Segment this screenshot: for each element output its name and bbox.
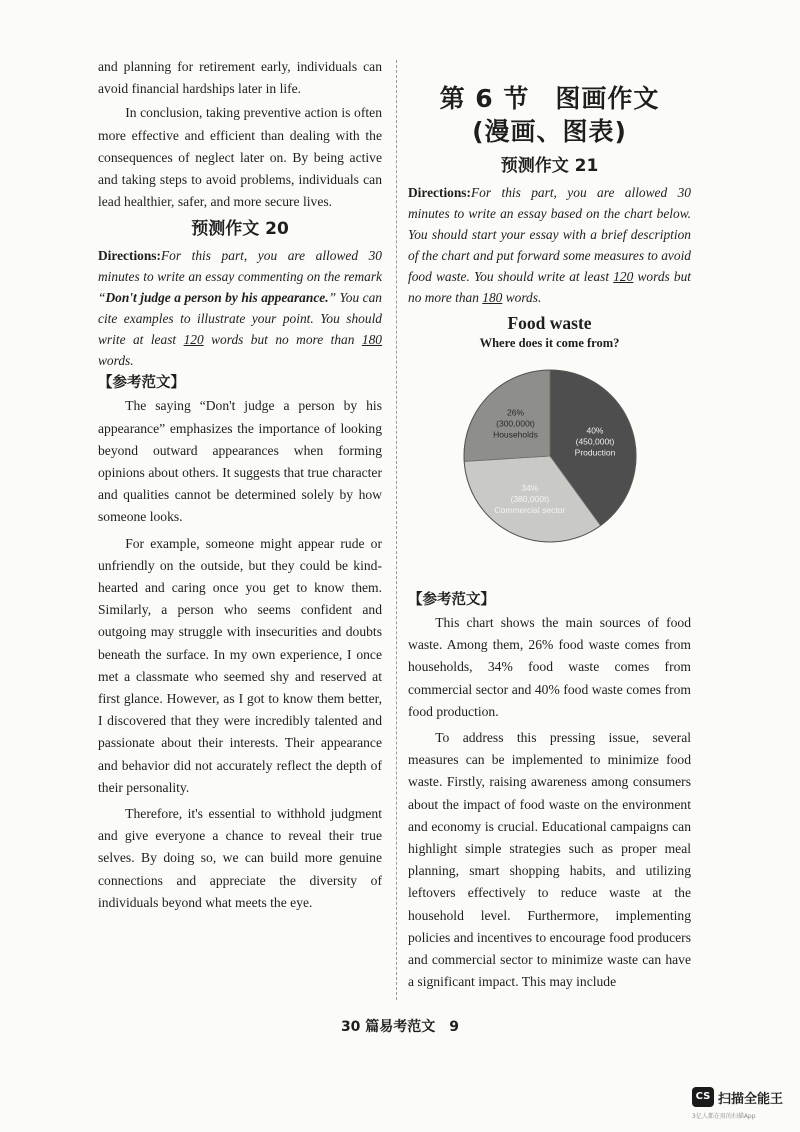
pie-label-amount: (450,000t) [575,436,614,447]
directions-label: Directions: [408,185,471,200]
pie-label-name: Commercial sector [493,504,565,515]
section-title: 第 6 节 图画作文 [439,84,660,113]
min-words: 120 [183,332,204,348]
intro-paragraph: and planning for retirement early, individuals can avoid financial hardships later in life. [98,59,382,97]
section-subtitle: (漫画、图表) [472,117,627,146]
watermark-tagline: 3亿人都在用的扫描App [692,1113,756,1120]
min-words: 120 [613,269,634,284]
max-words: 180 [482,290,503,305]
column-divider [396,60,397,1000]
food-waste-chart [408,312,691,587]
left-column [98,56,382,914]
directions-label: Directions: [98,248,161,264]
pie-label-percent: 26% [506,407,524,418]
conclusion-paragraph: In conclusion, taking preventive action is often more effective and efficient than dealing with the consequences of neglect later on. By being active and taking steps to avoid problems, individuals can lead healthier, safer, and more secure lives. [98,105,382,210]
page-footer: 30 篇易考范文 9 [340,1019,460,1035]
pie-label-amount: (300,000t) [495,418,535,429]
directions-20: Directions:For this part, you are allowed 30 minutes to write an essay commenting on the remark “Don't judge a person by his appearance.” You can cite examples to illustrate your point. You should write at least 120 words but no more than 180 words. [98,248,382,369]
watermark-name: 扫描全能王 [718,1092,784,1107]
pie-label-percent: 40% [585,425,603,436]
remark-text: Don't judge a person by his appearance. [105,290,329,306]
essay-paragraph: Therefore, it's essential to withhold judgment and give everyone a chance to reveal their true selves. By doing so, we can build more genuine connections and appreciate the diversity of individuals beyond what meets the eye. [98,806,382,910]
chart-title: Food waste [507,313,592,333]
chart-subtitle: Where does it come from? [479,336,620,350]
essay-paragraph: The saying “Don't judge a person by his appearance” emphasizes the importance of looking beyond outward appearances when forming opinions about others. It suggests that true character and qualities cannot be determined solely by how someone looks. [98,398,382,525]
pie-label-percent: 34% [520,482,538,493]
right-column [408,56,691,993]
reference-heading: 【参考范文】 [98,375,185,392]
essay-21-title: 预测作文 21 [500,156,599,176]
essay-paragraph: This chart shows the main sources of food waste. Among them, 26% food waste comes from households, 34% food waste comes from commercial sector and 40% food waste comes from food production. [408,615,691,719]
directions-21: Directions:For this part, you are allowed 30 minutes to write an essay based on the chart below. You should start your essay with a brief description of the chart and put forward some measures to avoid food waste. You should write at least 120 words but no more than 180 words. [408,185,691,305]
scanner-watermark [692,1087,792,1123]
pie-label-amount: (380,000t) [509,493,549,504]
pie-label-name: Production [574,447,615,458]
pie-chart [460,366,640,546]
essay-20-title: 预测作文 20 [191,219,289,240]
reference-heading: 【参考范文】 [408,592,495,608]
essay-paragraph: To address this pressing issue, several measures can be implemented to minimize food waste. Firstly, raising awareness among consumers about the impact of food waste on the environment and economy is crucial. Educational campaigns can highlight simple strategies such as proper meal planning, smart shopping habits, and utilizing leftovers effectively to reduce waste at the household level. Furthermore, implementing policies and incentives to encourage food producers and commercial sector to minimize waste can have a significant impact. This may include [408,730,691,990]
camscanner-logo-icon: CS [692,1087,714,1107]
pie-label-name: Households [492,429,538,440]
essay-paragraph: For example, someone might appear rude or unfriendly on the outside, but they could be kind-hearted and caring once you get to know them. Similarly, a person who seems confident and outgoing may struggle with insecurities and doubts beneath the surface. In my own experience, I once met a classmate who seemed shy and reserved at first glance. However, as I got to know them better, I discovered that they were incredibly talented and passionate about their interests. Their appearance and behavior did not accurately reflect the depth of their personality. [98,535,382,795]
max-words: 180 [361,332,382,348]
